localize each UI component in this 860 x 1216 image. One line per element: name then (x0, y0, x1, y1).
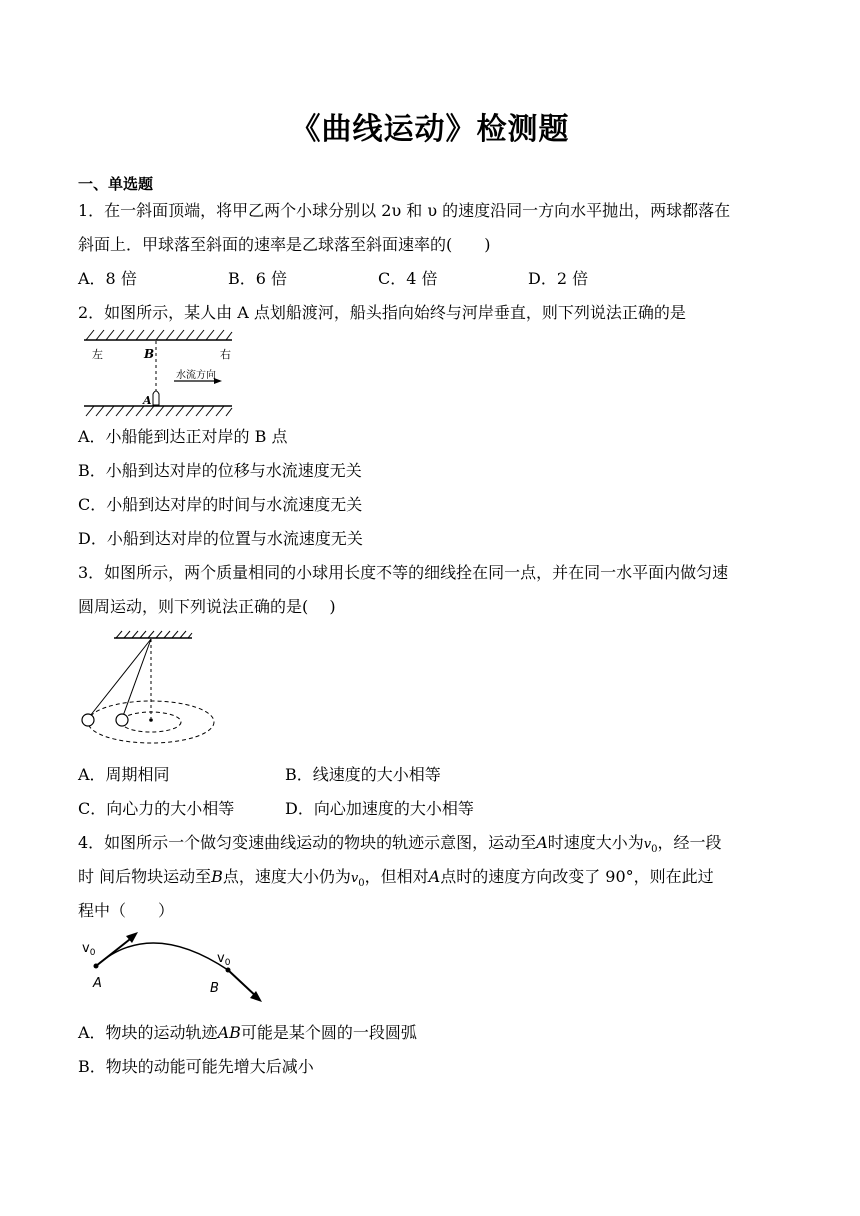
q3-ball-inner (116, 714, 128, 726)
q2-label-right: 右 (220, 348, 231, 361)
q2-stem: 2．如图所示，某人由 A 点划船渡河，船头指向始终与河岸垂直，则下列说法正确的是 (78, 303, 686, 322)
q3-option-d: D．向心加速度的大小相等 (285, 799, 474, 818)
q4-trajectory-figure (80, 928, 270, 1010)
q2-label-flow: 水流方向 (176, 370, 216, 381)
q1-option-b: B．6 倍 (228, 269, 288, 288)
q4-label-a: A (93, 976, 102, 991)
q1-option-a: A．8 倍 (78, 269, 137, 288)
q4-option-b: B．物块的动能可能先增大后减小 (78, 1057, 314, 1076)
q3-option-c: C．向心力的大小相等 (78, 799, 235, 818)
q3-pendulum-figure (78, 630, 220, 748)
q4-point-a (94, 964, 99, 969)
q2-label-left: 左 (92, 348, 103, 361)
q3-option-a: A．周期相同 (78, 765, 170, 784)
q2-option-c: C．小船到达对岸的时间与水流速度无关 (78, 495, 363, 514)
q3-stem-line1: 3．如图所示，两个质量相同的小球用长度不等的细线拴在同一点，并在同一水平面内做匀速 (78, 563, 729, 582)
q4-stem-line1: 4．如图所示一个做匀变速曲线运动的物块的轨迹示意图，运动至A时速度大小为$v_0$，经一段 (78, 833, 722, 856)
q1-option-c: C．4 倍 (378, 269, 438, 288)
q4-point-b (226, 968, 231, 973)
q3-inner-orbit (121, 712, 181, 732)
boat-icon (153, 391, 159, 405)
document-title: 《曲线运动》检测题 (290, 112, 570, 147)
q4-stem-line2: 时 间后物块运动至B点，速度大小仍为$v_0$，但相对A点时的速度方向改变了 90°，则在此过 (78, 867, 714, 890)
q3-stem-line2: 圆周运动，则下列说法正确的是( ) (78, 597, 336, 616)
q2-label-a: A (143, 394, 152, 407)
q2-river-figure (80, 328, 240, 420)
q3-ball-outer (82, 714, 94, 726)
svg-text:v0: $v_0$ (82, 941, 96, 958)
q4-label-b: B (210, 981, 219, 996)
svg-text:v0: $v_0$ (217, 951, 231, 968)
section-heading: 一、单选题 (78, 175, 154, 193)
q1-option-d: D．2 倍 (528, 269, 589, 288)
q2-option-a: A．小船能到达正对岸的 B 点 (78, 427, 288, 446)
q3-option-b: B．线速度的大小相等 (285, 765, 441, 784)
q4-stem-line3: 程中（ ） (78, 901, 175, 920)
q2-label-b: B (144, 347, 155, 361)
q1-stem-line2: 斜面上．甲球落至斜面的速率是乙球落至斜面速率的( ) (78, 235, 491, 254)
q2-option-d: D．小船到达对岸的位置与水流速度无关 (78, 529, 363, 548)
q4-trajectory-curve (96, 943, 228, 970)
q1-stem-line1: 1．在一斜面顶端，将甲乙两个小球分别以 2υ 和 υ 的速度沿同一方向水平抛出，两球都落在 (78, 201, 731, 220)
q4-option-a: A．物块的运动轨迹AB可能是某个圆的一段圆弧 (78, 1023, 417, 1042)
q2-option-b: B．小船到达对岸的位移与水流速度无关 (78, 461, 362, 480)
